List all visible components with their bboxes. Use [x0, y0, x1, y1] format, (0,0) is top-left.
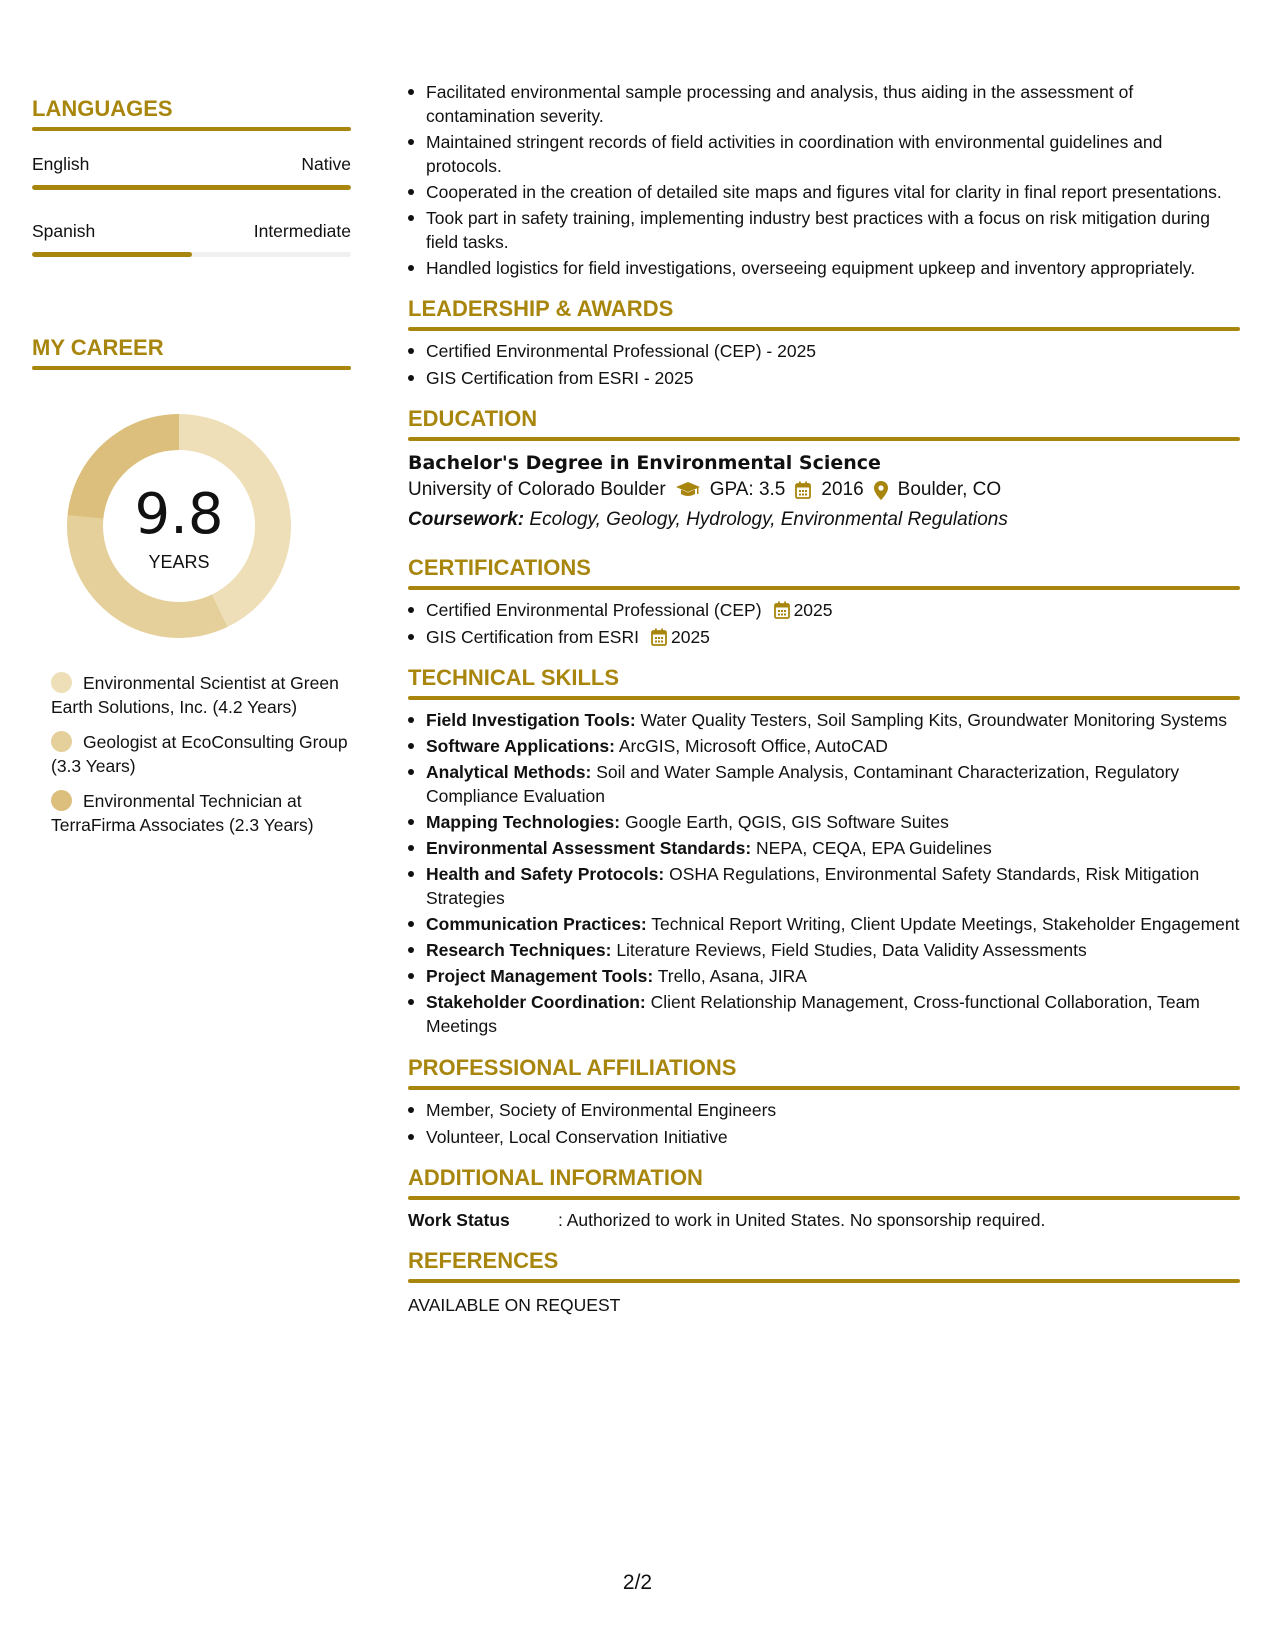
certifications-heading: CERTIFICATIONS [408, 555, 591, 580]
skill-value: Water Quality Testers, Soil Sampling Kits, Groundwater Monitoring Systems [640, 710, 1228, 730]
skill-label: Software Applications: [426, 736, 615, 756]
skill-item [408, 862, 1240, 910]
section-rule [32, 366, 351, 370]
page-number: 2/2 [622, 1571, 653, 1594]
language-name: Spanish [32, 221, 96, 241]
additional-heading: ADDITIONAL INFORMATION [408, 1165, 703, 1190]
references-text: AVAILABLE ON REQUEST [408, 1295, 621, 1315]
skill-value: Soil and Water Sample Analysis, Contaminant Characterization, Regulatory Compliance Evaluation [426, 762, 1180, 806]
skill-label: Stakeholder Coordination: [426, 992, 646, 1012]
language-item [32, 220, 351, 257]
career-heading: MY CAREER [32, 335, 164, 360]
education-section [408, 406, 1240, 535]
experience-bullet: Took part in safety training, implementing industry best practices with a focus on risk mitigation during field tasks. [408, 206, 1240, 254]
skill-item [408, 760, 1240, 808]
language-proficiency-bar [32, 185, 351, 190]
skill-item [408, 990, 1240, 1038]
school-location: Boulder, CO [897, 479, 1002, 500]
graduation-year: 2016 [821, 479, 864, 500]
calendar-icon [651, 628, 667, 646]
calendar-icon [774, 601, 790, 619]
main-content [408, 80, 1240, 1317]
section-rule [408, 1279, 1240, 1283]
skill-label: Research Techniques: [426, 940, 612, 960]
skill-item [408, 734, 1240, 758]
skill-value: Client Relationship Management, Cross-functional Collaboration, Team Meetings [426, 992, 1200, 1036]
career-label: Environmental Scientist at Green Earth Solutions, Inc. (4.2 Years) [51, 673, 339, 717]
gpa: GPA: 3.5 [709, 479, 786, 500]
career-section [32, 335, 351, 837]
skill-label: Environmental Assessment Standards: [426, 838, 752, 858]
skills-heading: TECHNICAL SKILLS [408, 665, 620, 690]
certification-year: 2025 [793, 600, 833, 620]
career-legend [32, 671, 351, 837]
coursework [408, 505, 1240, 535]
work-status-label: Work Status [408, 1210, 510, 1230]
skill-label: Health and Safety Protocols: [426, 864, 665, 884]
experience-bullet: Cooperated in the creation of detailed site maps and figures vital for clarity in final report presentations. [408, 180, 1240, 204]
skill-item [408, 836, 1240, 860]
leadership-section [408, 296, 1240, 390]
language-level: Intermediate [253, 221, 351, 241]
career-legend-item [32, 671, 351, 719]
experience-bullet: Facilitated environmental sample processing and analysis, thus aiding in the assessment of contamination severity. [408, 80, 1240, 128]
section-rule [408, 1086, 1240, 1090]
skill-label: Analytical Methods: [426, 762, 592, 782]
location-pin-icon [874, 481, 888, 500]
certification-item [408, 598, 1240, 622]
languages-section [32, 96, 351, 257]
career-label: Geologist at EcoConsulting Group (3.3 Years) [51, 732, 348, 776]
additional-section [408, 1165, 1240, 1232]
certification-name: Certified Environmental Professional (CEP) [426, 600, 762, 620]
affiliations-heading: PROFESSIONAL AFFILIATIONS [408, 1055, 737, 1080]
section-rule [408, 586, 1240, 590]
skill-label: Mapping Technologies: [426, 812, 621, 832]
skill-label: Communication Practices: [426, 914, 647, 934]
graduation-cap-icon [676, 482, 700, 498]
skill-label: Project Management Tools: [426, 966, 654, 986]
leadership-item: Certified Environmental Professional (CEP) - 2025 [408, 339, 1240, 363]
references-section [408, 1248, 1240, 1317]
school-name: University of Colorado Boulder [408, 479, 666, 500]
career-total-unit: YEARS [148, 552, 210, 572]
section-rule [32, 127, 351, 131]
skill-value: Google Earth, QGIS, GIS Software Suites [625, 812, 949, 832]
experience-bullet: Maintained stringent records of field activities in coordination with environmental guidelines and protocols. [408, 130, 1240, 178]
career-legend-item [32, 789, 351, 837]
career-donut-chart [67, 414, 291, 638]
certification-name: GIS Certification from ESRI [426, 627, 639, 647]
language-name: English [32, 154, 90, 174]
skill-item [408, 708, 1240, 732]
section-rule [408, 327, 1240, 331]
coursework-list: Ecology, Geology, Hydrology, Environmental Regulations [529, 509, 1008, 530]
degree-title: Bachelor's Degree in Environmental Science [408, 452, 881, 474]
experience-bullet: Handled logistics for field investigations, overseeing equipment upkeep and inventory appropriately. [408, 256, 1240, 280]
work-status-value: : Authorized to work in United States. No sponsorship required. [558, 1210, 1046, 1230]
career-legend-item [32, 730, 351, 778]
experience-bullets [408, 80, 1240, 280]
leadership-item: GIS Certification from ESRI - 2025 [408, 366, 1240, 390]
leadership-heading: LEADERSHIP & AWARDS [408, 296, 674, 321]
language-proficiency-fill [32, 185, 351, 190]
career-total-years: 9.8 [134, 482, 224, 547]
work-status-row [408, 1208, 1240, 1232]
language-item [32, 153, 351, 190]
coursework-label: Coursework: [408, 509, 525, 530]
languages-heading: LANGUAGES [32, 96, 173, 121]
career-label: Environmental Technician at TerraFirma Associates (2.3 Years) [51, 791, 314, 835]
certification-year: 2025 [670, 627, 710, 647]
affiliation-item: Volunteer, Local Conservation Initiative [408, 1125, 1240, 1149]
skill-item [408, 810, 1240, 834]
skill-value: OSHA Regulations, Environmental Safety Standards, Risk Mitigation Strategies [426, 864, 1200, 908]
references-heading: REFERENCES [408, 1248, 559, 1273]
sidebar [32, 96, 351, 837]
skill-label: Field Investigation Tools: [426, 710, 636, 730]
skill-value: NEPA, CEQA, EPA Guidelines [756, 838, 992, 858]
section-rule [408, 1196, 1240, 1200]
legend-dot [51, 790, 72, 811]
certification-item [408, 625, 1240, 649]
language-level: Native [301, 154, 351, 174]
skill-item [408, 964, 1240, 988]
legend-dot [51, 672, 72, 693]
calendar-icon [795, 481, 811, 499]
legend-dot [51, 731, 72, 752]
affiliation-item: Member, Society of Environmental Engineers [408, 1098, 1240, 1122]
affiliations-section [408, 1055, 1240, 1149]
skill-item [408, 938, 1240, 962]
language-proficiency-fill [32, 252, 192, 257]
section-rule [408, 696, 1240, 700]
section-rule [408, 437, 1240, 441]
skills-section [408, 665, 1240, 1038]
education-heading: EDUCATION [408, 406, 538, 431]
skill-value: Trello, Asana, JIRA [657, 966, 807, 986]
skill-item [408, 912, 1240, 936]
skill-value: Literature Reviews, Field Studies, Data Validity Assessments [616, 940, 1087, 960]
certifications-section [408, 555, 1240, 649]
skill-value: ArcGIS, Microsoft Office, AutoCAD [618, 736, 888, 756]
skill-value: Technical Report Writing, Client Update Meetings, Stakeholder Engagement [651, 914, 1240, 934]
language-proficiency-bar [32, 252, 351, 257]
education-details [408, 475, 1240, 505]
